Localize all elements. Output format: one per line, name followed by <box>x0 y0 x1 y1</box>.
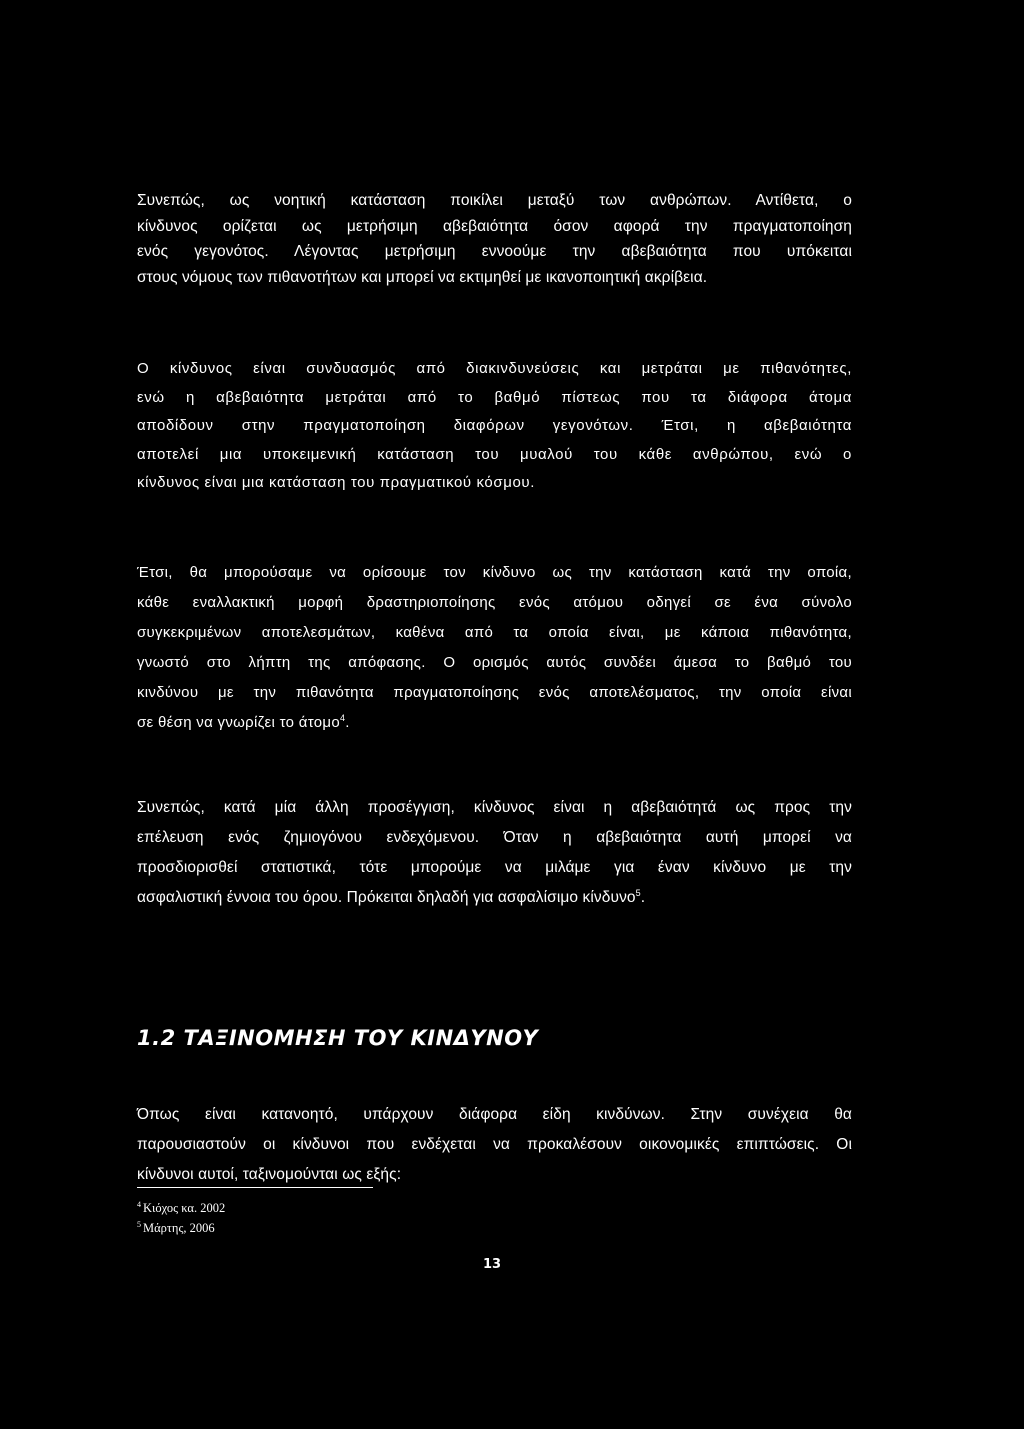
footnote-mark: 5 <box>137 1220 141 1229</box>
paragraph-3 <box>137 558 852 738</box>
paragraph-line: αποδίδουν στην πραγματοποίηση διαφόρων γεγονότων. Έτσι, η αβεβαιότητα <box>137 417 852 434</box>
paragraph-line: κάθε εναλλακτική μορφή δραστηριοποίησης ενός ατόμου οδηγεί σε ένα σύνολο <box>137 594 852 611</box>
paragraph-line: κίνδυνος ορίζεται ως μετρήσιμη αβεβαιότητα όσον αφορά την πραγματοποίηση <box>137 217 852 235</box>
footnote-mark: 4 <box>137 1200 141 1209</box>
paragraph-line <box>137 708 852 738</box>
paragraph-line: συγκεκριμένων αποτελεσμάτων, καθένα από τα οποία είναι, με κάποια πιθανότητα, <box>137 624 852 641</box>
paragraph-line-text: ασφαλιστική έννοια του όρου. Πρόκειται δηλαδή για ασφαλίσιμο κίνδυνο <box>137 889 636 906</box>
paragraph-line: ενώ η αβεβαιότητα μετράται από το βαθμό πίστεως που τα διάφορα άτομα <box>137 388 852 406</box>
paragraph-line: ενός γεγονότος. Λέγοντας μετρήσιμη εννοούμε την αβεβαιότητα που υπόκειται <box>137 243 852 260</box>
paragraph-line-end: . <box>640 889 646 906</box>
footnote-item <box>137 1218 225 1238</box>
paragraph-line: προσδιορισθεί στατιστικά, τότε μπορούμε να μιλάμε για έναν κίνδυνο με την <box>137 859 852 876</box>
paragraph-line: Όπως είναι κατανοητό, υπάρχουν διάφορα είδη κινδύνων. Στην συνέχεια θα <box>137 1106 852 1123</box>
footnote-text: Κιόχος κα. 2002 <box>143 1201 226 1215</box>
paragraph-line: κινδύνου με την πιθανότητα πραγματοποίησης ενός αποτελέσματος, την οποία είναι <box>137 684 852 701</box>
paragraph-line: αποτελεί μια υποκειμενική κατάσταση του μυαλού του κάθε ανθρώπου, ενώ ο <box>137 445 852 463</box>
paragraph-line: κίνδυνος είναι μια κατάσταση του πραγματικού κόσμου. <box>137 474 535 491</box>
footnote-reference: 5 <box>635 888 641 898</box>
page-number: 13 <box>482 1257 502 1272</box>
paragraph-line: κίνδυνοι αυτοί, ταξινομούνται ως εξής: <box>137 1166 402 1183</box>
paragraph-1 <box>137 188 852 290</box>
paragraph-line: στους νόμους των πιθανοτήτων και μπορεί να εκτιμηθεί με ικανοποιητική ακρίβεια. <box>137 268 708 286</box>
paragraph-line <box>137 883 852 913</box>
paragraph-line: Συνεπώς, ως νοητική κατάσταση ποικίλει μεταξύ των ανθρώπων. Αντίθετα, ο <box>137 192 852 209</box>
paragraph-line-end: . <box>345 714 350 731</box>
paragraph-line-text: σε θέση να γνωρίζει το άτομο <box>137 714 340 731</box>
footnotes <box>137 1198 225 1238</box>
footnote-text: Μάρτης, 2006 <box>143 1221 215 1235</box>
paragraph-line: Συνεπώς, κατά μία άλλη προσέγγιση, κίνδυνος είναι η αβεβαιότητά ως προς την <box>137 799 852 816</box>
paragraph-line: Ο κίνδυνος είναι συνδυασμός από διακινδυνεύσεις και μετράται με πιθανότητες, <box>137 360 852 377</box>
paragraph-5 <box>137 1100 852 1190</box>
footnote-item <box>137 1198 225 1218</box>
paragraph-4 <box>137 793 852 913</box>
paragraph-line: επέλευση ενός ζημιογόνου ενδεχόμενου. Όταν η αβεβαιότητα αυτή μπορεί να <box>137 829 852 846</box>
paragraph-line: γνωστό στο λήπτη της απόφασης. Ο ορισμός αυτός συνδέει άμεσα το βαθμό του <box>137 654 852 671</box>
paragraph-line: Έτσι, θα μπορούσαμε να ορίσουμε τον κίνδυνο ως την κατάσταση κατά την οποία, <box>137 564 852 581</box>
paragraph-line: παρουσιαστούν οι κίνδυνοι που ενδέχεται να προκαλέσουν οικονομικές επιπτώσεις. Οι <box>137 1136 852 1153</box>
paragraph-2 <box>137 355 852 498</box>
footnote-reference: 4 <box>339 713 346 723</box>
footnote-divider <box>137 1187 373 1188</box>
section-heading: 1.2 ΤΑΞΙΝΟΜΗΣΗ ΤΟΥ ΚΙΝΔΥΝΟΥ <box>137 1026 539 1050</box>
